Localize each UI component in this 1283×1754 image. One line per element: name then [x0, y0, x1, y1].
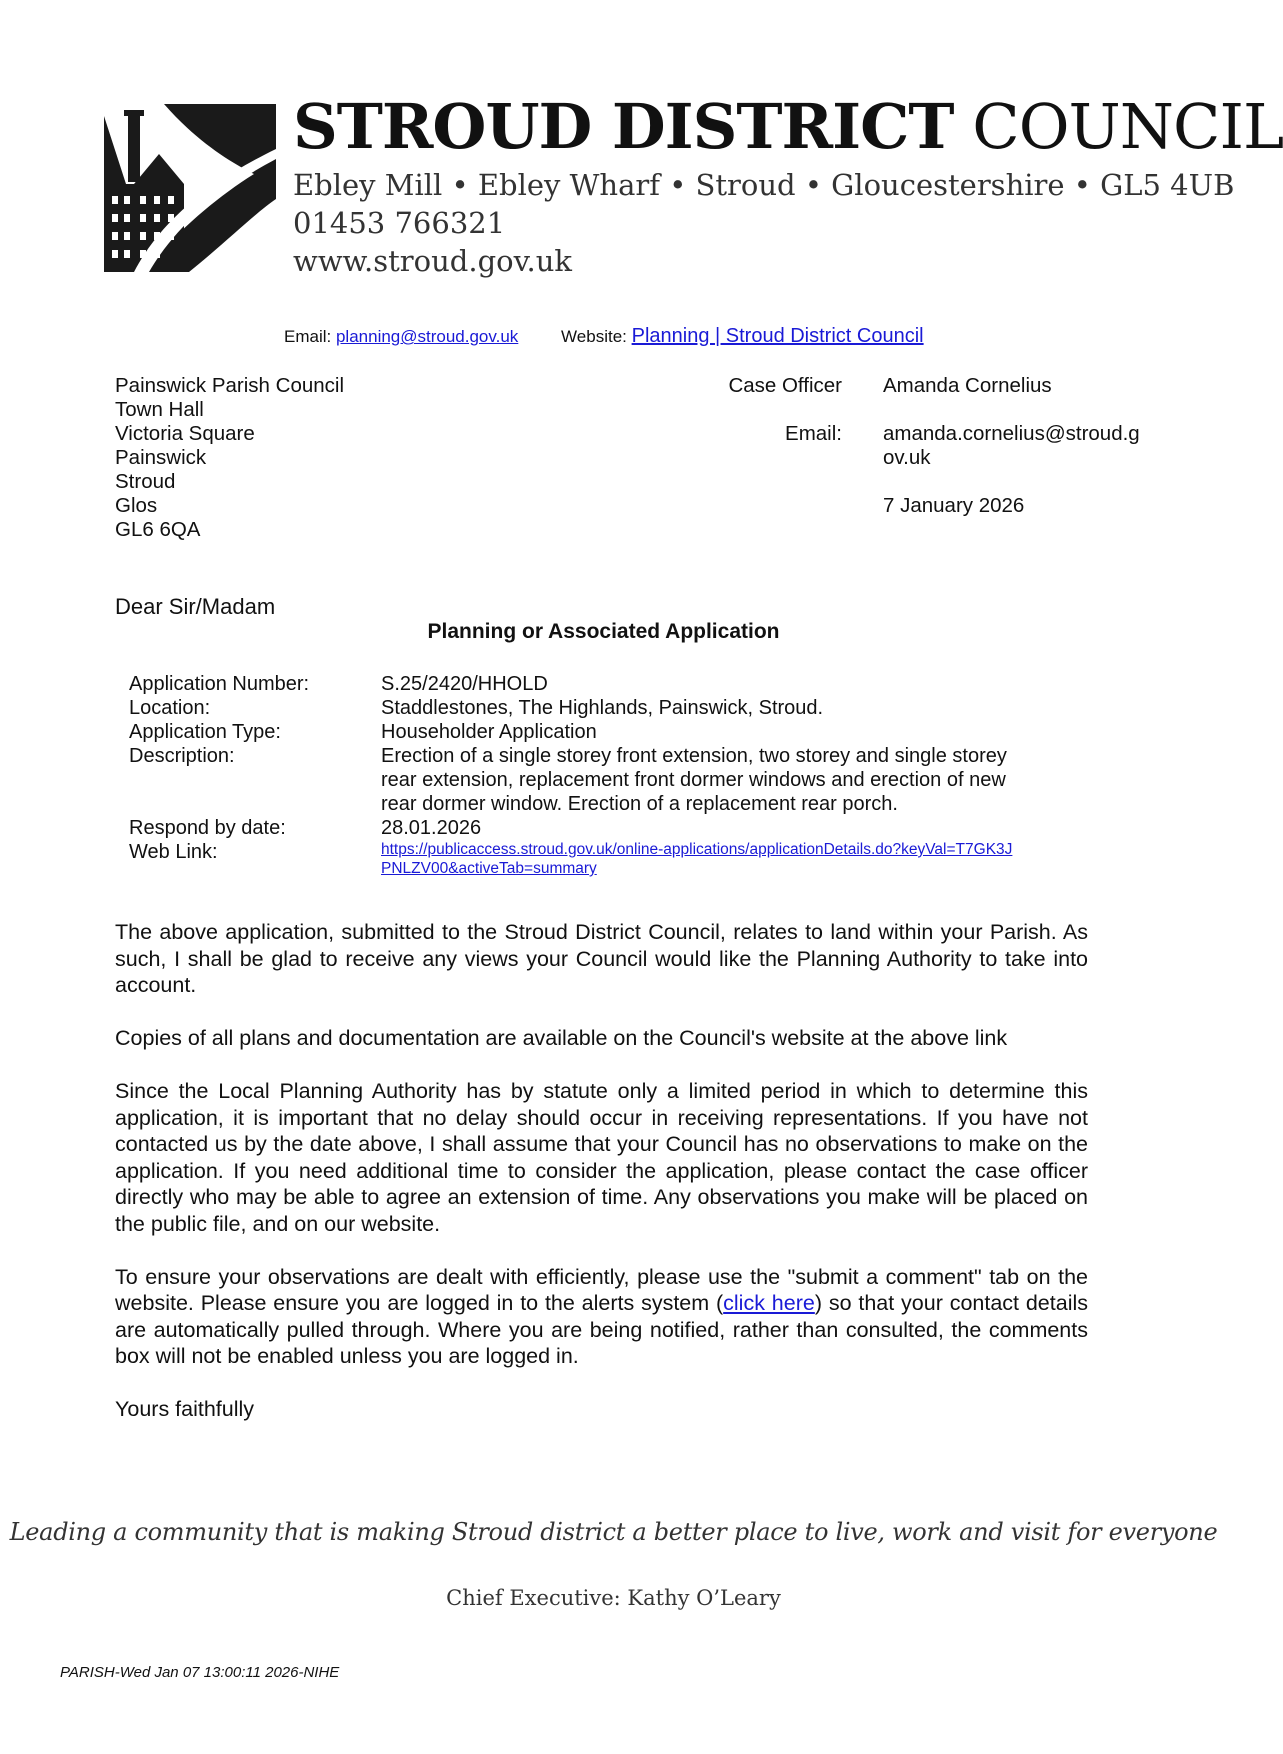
- recipient-address: [115, 374, 344, 542]
- contact-email-label: Email:: [284, 327, 332, 346]
- detail-label: Application Type:: [129, 721, 281, 743]
- recipient-address-line: Victoria Square: [115, 422, 255, 445]
- closing: Yours faithfully: [115, 1397, 255, 1421]
- detail-value: Householder Application: [381, 721, 597, 743]
- recipient-address-line: GL6 6QA: [115, 518, 201, 541]
- council-name-light: COUNCIL: [972, 90, 1283, 163]
- council-address: Ebley Mill • Ebley Wharf • Stroud • Gloucestershire • GL5 4UB: [293, 168, 1235, 202]
- body-paragraph: Copies of all plans and documentation are available on the Council's website at the above link: [115, 1026, 1008, 1050]
- council-phone: 01453 766321: [293, 206, 506, 240]
- letter-subject: Planning or Associated Application: [427, 620, 780, 643]
- case-officer-email-label: Email:: [785, 422, 842, 445]
- application-web-link[interactable]: https://publicaccess.stroud.gov.uk/online-applications/applicationDetails.do?keyVal=T7GK3JPNLZV00&activeTab=summary: [381, 841, 1013, 877]
- recipient-address-line: Painswick: [115, 446, 207, 469]
- detail-row: [129, 816, 1021, 840]
- application-details: [129, 672, 1021, 878]
- detail-row: [129, 696, 1021, 720]
- body-paragraph: [115, 1264, 1088, 1370]
- recipient-address-line: Town Hall: [115, 398, 204, 421]
- detail-value: 28.01.2026: [381, 817, 482, 839]
- contact-website-label: Website:: [561, 327, 627, 346]
- detail-value: Erection of a single storey front extension, two storey and single storey rear extension, replacement front dormer windows and erection of new rear dormer window. Erection of a replacement rear porch.: [381, 745, 1007, 815]
- council-name: [293, 92, 1283, 162]
- council-website: www.stroud.gov.uk: [293, 244, 572, 278]
- body-paragraph: The above application, submitted to the Stroud District Council, relates to land within your Parish. As such, I shall be glad to receive any views your Council would like the Planning Authority to take into account.: [115, 920, 1088, 997]
- detail-row: [129, 672, 1021, 696]
- detail-label: Description:: [129, 745, 235, 767]
- council-logo: [104, 104, 276, 272]
- salutation: Dear Sir/Madam: [115, 594, 276, 619]
- detail-value: Staddlestones, The Highlands, Painswick, Stroud.: [381, 697, 824, 719]
- detail-label: Application Number:: [129, 673, 310, 695]
- contact-website-link[interactable]: Planning | Stroud District Council: [631, 325, 924, 347]
- recipient-address-line: Glos: [115, 494, 158, 517]
- body-paragraph: Since the Local Planning Authority has by statute only a limited period in which to determine this application, it is important that no delay should occur in receiving representations. If you have not contacted us by the date above, I shall assume that your Council has no observations to make on the application. If you need additional time to consider the application, please contact the case officer directly who may be able to agree an extension of time. Any observations you make will be placed on the public file, and on our website.: [115, 1079, 1088, 1236]
- contact-email-link[interactable]: planning@stroud.gov.uk: [335, 327, 519, 346]
- body-text: To ensure your observations are dealt with efficiently, please use the "submit a comment" tab on the website. Please ensure you are logged in to the alerts system (: [115, 1264, 1088, 1315]
- document-reference: PARISH-Wed Jan 07 13:00:11 2026-NIHE: [60, 1664, 340, 1681]
- mill-logo-icon: [104, 104, 276, 272]
- case-officer-label: Case Officer: [728, 374, 842, 397]
- detail-label: Respond by date:: [129, 817, 286, 839]
- council-strapline: Leading a community that is making Stroud district a better place to live, work and visit for everyone: [9, 1518, 1218, 1546]
- case-officer-name: Amanda Cornelius: [883, 374, 1052, 397]
- detail-row: [129, 744, 1021, 816]
- recipient-address-line: Painswick Parish Council: [115, 374, 345, 397]
- body-text: ) so that your contact details are automatically pulled through. Where you are being notified, rather than consulted, the comments box will not be enabled unless you are logged in.: [115, 1291, 1088, 1368]
- recipient-address-line: Stroud: [115, 470, 176, 493]
- contact-line: [284, 325, 924, 348]
- chief-executive: Chief Executive: Kathy O’Leary: [446, 1586, 781, 1610]
- detail-value: S.25/2420/HHOLD: [381, 673, 548, 695]
- click-here-link[interactable]: click here: [723, 1291, 815, 1315]
- detail-row: [129, 840, 1021, 878]
- detail-label: Web Link:: [129, 841, 218, 863]
- detail-value-web-link: [381, 840, 1021, 878]
- detail-row: [129, 720, 1021, 744]
- letter-date: 7 January 2026: [883, 494, 1025, 517]
- detail-label: Location:: [129, 697, 211, 719]
- council-name-bold: STROUD DISTRICT: [293, 90, 954, 163]
- letter-body: [115, 919, 1088, 1449]
- case-officer-email: amanda.cornelius@stroud.gov.uk: [883, 422, 1140, 469]
